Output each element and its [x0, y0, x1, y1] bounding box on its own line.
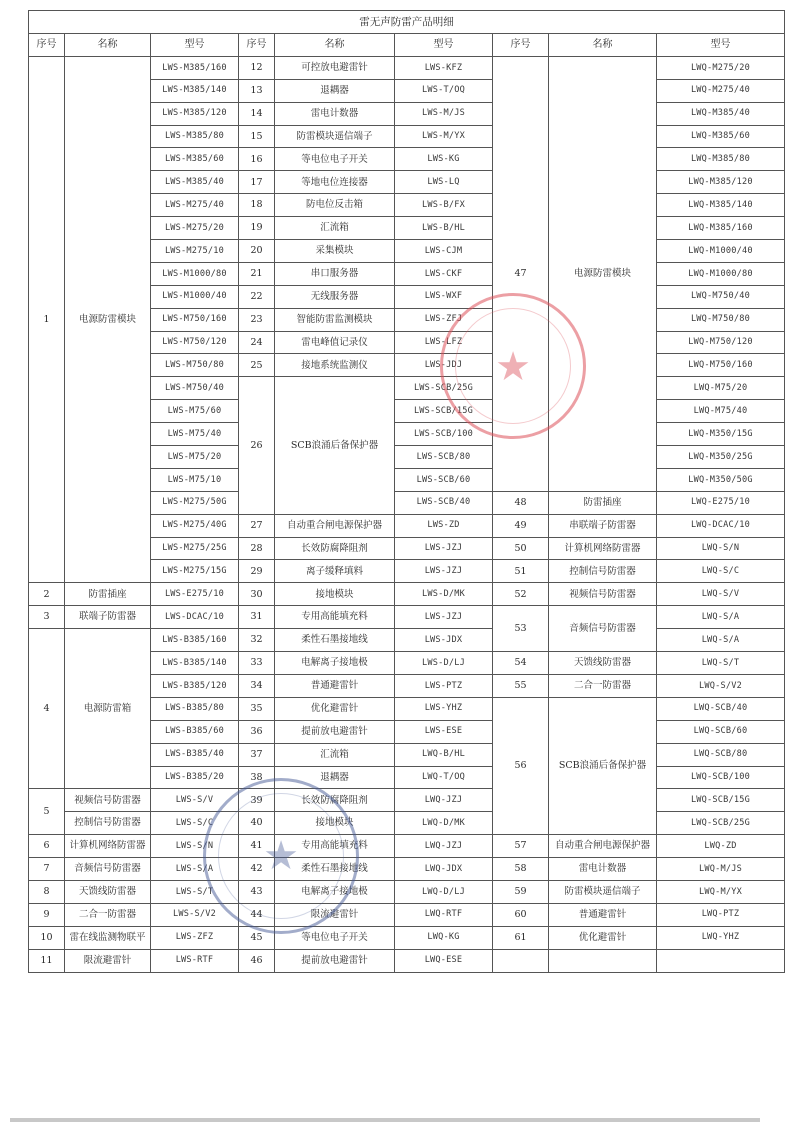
model-cell: LWQ-M350/15G	[657, 423, 785, 446]
model-cell: LWQ-M75/20	[657, 377, 785, 400]
model-cell: LWQ-M/YX	[657, 880, 785, 903]
name-cell: 电源防雷箱	[65, 629, 151, 789]
model-cell: LWQ-S/A	[657, 629, 785, 652]
table-row	[29, 812, 785, 835]
model-cell: LWS-M275/25G	[151, 537, 239, 560]
name-cell: 退耦器	[275, 79, 395, 102]
name-cell: 串联端子防雷器	[549, 514, 657, 537]
model-cell: LWQ-DCAC/10	[657, 514, 785, 537]
model-cell: LWS-M275/10	[151, 240, 239, 263]
model-cell: LWS-SCB/25G	[395, 377, 493, 400]
name-cell: 联端子防雷器	[65, 606, 151, 629]
model-cell: LWQ-ZD	[657, 835, 785, 858]
serial-cell: 4	[29, 629, 65, 789]
serial-cell: 49	[493, 514, 549, 537]
model-cell: LWS-JDX	[395, 629, 493, 652]
name-cell: 接地系统监测仪	[275, 354, 395, 377]
header-cell: 型号	[657, 34, 785, 57]
name-cell: 长效防腐降阻剂	[275, 537, 395, 560]
model-cell: LWS-B385/60	[151, 720, 239, 743]
model-cell: LWS-M75/20	[151, 446, 239, 469]
name-cell: 汇流箱	[275, 217, 395, 240]
model-cell: LWQ-M750/80	[657, 308, 785, 331]
model-cell: LWQ-D/LJ	[395, 880, 493, 903]
scan-edge-line	[10, 1118, 760, 1122]
name-cell: 专用高能填充料	[275, 606, 395, 629]
model-cell: LWS-S/V	[151, 789, 239, 812]
model-cell: LWS-B385/80	[151, 697, 239, 720]
model-cell: LWQ-M1000/80	[657, 262, 785, 285]
model-cell: LWQ-M350/25G	[657, 446, 785, 469]
header-cell: 名称	[65, 34, 151, 57]
serial-cell: 61	[493, 926, 549, 949]
name-cell: 防雷插座	[65, 583, 151, 606]
model-cell: LWS-B/FX	[395, 194, 493, 217]
model-cell: LWS-DCAC/10	[151, 606, 239, 629]
model-cell: LWS-M/YX	[395, 125, 493, 148]
header-cell: 序号	[239, 34, 275, 57]
name-cell: 智能防雷监测模块	[275, 308, 395, 331]
name-cell: 控制信号防雷器	[549, 560, 657, 583]
name-cell: SCB浪涌后备保护器	[275, 377, 395, 514]
model-cell: LWQ-KG	[395, 926, 493, 949]
serial-cell: 56	[493, 697, 549, 834]
model-cell: LWS-M275/15G	[151, 560, 239, 583]
model-cell: LWS-M385/160	[151, 56, 239, 79]
model-cell: LWS-M385/140	[151, 79, 239, 102]
name-cell: 电源防雷模块	[65, 56, 151, 582]
serial-cell: 27	[239, 514, 275, 537]
table-row	[29, 880, 785, 903]
serial-cell: 12	[239, 56, 275, 79]
serial-cell: 5	[29, 789, 65, 835]
name-cell: 雷电计数器	[275, 102, 395, 125]
model-cell: LWS-SCB/15G	[395, 400, 493, 423]
table-row	[29, 789, 785, 812]
name-cell: 普通避雷针	[275, 674, 395, 697]
model-cell: LWQ-JZJ	[395, 789, 493, 812]
serial-cell: 33	[239, 652, 275, 675]
name-cell: 天馈线防雷器	[65, 880, 151, 903]
model-cell: LWQ-M385/40	[657, 102, 785, 125]
document-sheet	[28, 10, 784, 973]
model-cell: LWQ-M750/40	[657, 285, 785, 308]
model-cell: LWS-D/MK	[395, 583, 493, 606]
name-cell: 普通避雷针	[549, 903, 657, 926]
serial-cell: 30	[239, 583, 275, 606]
serial-cell: 26	[239, 377, 275, 514]
model-cell: LWS-JZJ	[395, 560, 493, 583]
name-cell: 二合一防雷器	[549, 674, 657, 697]
header-cell: 名称	[549, 34, 657, 57]
model-cell: LWS-JZJ	[395, 537, 493, 560]
model-cell: LWQ-D/MK	[395, 812, 493, 835]
model-cell: LWS-ZD	[395, 514, 493, 537]
model-cell: LWQ-SCB/80	[657, 743, 785, 766]
table-row	[29, 903, 785, 926]
serial-cell: 58	[493, 858, 549, 881]
serial-cell: 47	[493, 56, 549, 491]
name-cell: 防雷模块遥信端子	[549, 880, 657, 903]
model-cell: LWS-M385/60	[151, 148, 239, 171]
model-cell: LWS-S/C	[151, 812, 239, 835]
serial-cell: 25	[239, 354, 275, 377]
model-cell: LWS-E275/10	[151, 583, 239, 606]
model-cell: LWS-ZFJ	[395, 308, 493, 331]
model-cell: LWQ-M750/160	[657, 354, 785, 377]
model-cell: LWS-B385/160	[151, 629, 239, 652]
serial-cell: 41	[239, 835, 275, 858]
serial-cell: 45	[239, 926, 275, 949]
model-cell: LWQ-YHZ	[657, 926, 785, 949]
serial-cell: 48	[493, 491, 549, 514]
model-cell: LWQ-JZJ	[395, 835, 493, 858]
serial-cell: 3	[29, 606, 65, 629]
model-cell: LWS-M75/40	[151, 423, 239, 446]
model-cell: LWS-M750/40	[151, 377, 239, 400]
model-cell: LWS-S/A	[151, 858, 239, 881]
name-cell: SCB浪涌后备保护器	[549, 697, 657, 834]
model-cell: LWS-JDJ	[395, 354, 493, 377]
serial-cell: 59	[493, 880, 549, 903]
header-cell: 序号	[29, 34, 65, 57]
serial-cell: 22	[239, 285, 275, 308]
serial-cell: 35	[239, 697, 275, 720]
name-cell: 电源防雷模块	[549, 56, 657, 491]
name-cell: 电解离子接地极	[275, 880, 395, 903]
serial-cell: 17	[239, 171, 275, 194]
name-cell: 音频信号防雷器	[549, 606, 657, 652]
table-row	[29, 949, 785, 972]
name-cell: 等电位电子开关	[275, 148, 395, 171]
header-cell: 序号	[493, 34, 549, 57]
serial-cell: 55	[493, 674, 549, 697]
name-cell: 雷在线监测物联平	[65, 926, 151, 949]
model-cell: LWQ-JDX	[395, 858, 493, 881]
model-cell: LWS-SCB/100	[395, 423, 493, 446]
serial-cell: 51	[493, 560, 549, 583]
serial-cell: 34	[239, 674, 275, 697]
serial-cell: 15	[239, 125, 275, 148]
model-cell: LWS-M750/160	[151, 308, 239, 331]
name-cell: 无线服务器	[275, 285, 395, 308]
serial-cell: 23	[239, 308, 275, 331]
model-cell: LWS-M750/80	[151, 354, 239, 377]
name-cell: 优化避雷针	[275, 697, 395, 720]
model-cell: LWQ-M/JS	[657, 858, 785, 881]
model-cell: LWS-M275/20	[151, 217, 239, 240]
model-cell: LWS-JZJ	[395, 606, 493, 629]
name-cell: 视频信号防雷器	[549, 583, 657, 606]
model-cell: LWS-M385/40	[151, 171, 239, 194]
serial-cell: 38	[239, 766, 275, 789]
name-cell: 雷电峰值记录仪	[275, 331, 395, 354]
model-cell: LWQ-M275/40	[657, 79, 785, 102]
serial-cell: 46	[239, 949, 275, 972]
model-cell: LWS-ESE	[395, 720, 493, 743]
model-cell: LWS-M275/40G	[151, 514, 239, 537]
name-cell: 采集模块	[275, 240, 395, 263]
model-cell: LWQ-M350/50G	[657, 468, 785, 491]
serial-cell: 32	[239, 629, 275, 652]
table-row	[29, 583, 785, 606]
model-cell: LWS-M750/120	[151, 331, 239, 354]
model-cell: LWS-M75/60	[151, 400, 239, 423]
model-cell: LWQ-ESE	[395, 949, 493, 972]
model-cell: LWS-M1000/40	[151, 285, 239, 308]
serial-cell: 60	[493, 903, 549, 926]
model-cell: LWQ-M275/20	[657, 56, 785, 79]
model-cell: LWS-LQ	[395, 171, 493, 194]
name-cell: 柔性石墨接地线	[275, 629, 395, 652]
model-cell: LWQ-SCB/100	[657, 766, 785, 789]
model-cell: LWS-B385/140	[151, 652, 239, 675]
model-cell: LWS-KFZ	[395, 56, 493, 79]
model-cell: LWQ-S/V2	[657, 674, 785, 697]
name-cell: 离子缓释填料	[275, 560, 395, 583]
serial-cell: 2	[29, 583, 65, 606]
name-cell: 退耦器	[275, 766, 395, 789]
model-cell: LWS-B385/120	[151, 674, 239, 697]
name-cell: 等地电位连接器	[275, 171, 395, 194]
table-row	[29, 835, 785, 858]
serial-cell: 11	[29, 949, 65, 972]
model-cell: LWQ-M385/160	[657, 217, 785, 240]
name-cell: 电解离子接地极	[275, 652, 395, 675]
model-cell: LWS-WXF	[395, 285, 493, 308]
name-cell: 视频信号防雷器	[65, 789, 151, 812]
model-cell: LWS-YHZ	[395, 697, 493, 720]
name-cell: 优化避雷针	[549, 926, 657, 949]
serial-cell: 21	[239, 262, 275, 285]
model-cell: LWS-RTF	[151, 949, 239, 972]
name-cell: 汇流箱	[275, 743, 395, 766]
model-cell: LWS-B385/20	[151, 766, 239, 789]
model-cell: LWS-LFZ	[395, 331, 493, 354]
name-cell: 雷电计数器	[549, 858, 657, 881]
model-cell: LWS-CKF	[395, 262, 493, 285]
serial-cell: 40	[239, 812, 275, 835]
serial-cell: 28	[239, 537, 275, 560]
serial-cell: 10	[29, 926, 65, 949]
table-row	[29, 629, 785, 652]
model-cell: LWQ-M385/120	[657, 171, 785, 194]
model-cell: LWS-KG	[395, 148, 493, 171]
name-cell: 计算机网络防雷器	[65, 835, 151, 858]
serial-cell: 43	[239, 880, 275, 903]
serial-cell: 9	[29, 903, 65, 926]
name-cell: 控制信号防雷器	[65, 812, 151, 835]
serial-cell: 1	[29, 56, 65, 582]
model-cell: LWQ-B/HL	[395, 743, 493, 766]
serial-cell: 42	[239, 858, 275, 881]
serial-cell: 52	[493, 583, 549, 606]
model-cell: LWQ-M75/40	[657, 400, 785, 423]
name-cell: 自动重合闸电源保护器	[549, 835, 657, 858]
table-row	[29, 56, 785, 79]
model-cell	[657, 949, 785, 972]
model-cell: LWS-D/LJ	[395, 652, 493, 675]
serial-cell: 36	[239, 720, 275, 743]
model-cell: LWS-M275/40	[151, 194, 239, 217]
model-cell: LWS-M75/10	[151, 468, 239, 491]
serial-cell: 37	[239, 743, 275, 766]
name-cell: 接地模块	[275, 812, 395, 835]
model-cell: LWQ-SCB/15G	[657, 789, 785, 812]
model-cell: LWQ-S/C	[657, 560, 785, 583]
red-company-seal: ★	[440, 293, 586, 439]
name-cell: 防雷模块遥信端子	[275, 125, 395, 148]
header-cell: 型号	[151, 34, 239, 57]
serial-cell: 29	[239, 560, 275, 583]
model-cell: LWS-S/T	[151, 880, 239, 903]
model-cell: LWQ-T/OQ	[395, 766, 493, 789]
model-cell: LWS-ZFZ	[151, 926, 239, 949]
model-cell: LWS-B385/40	[151, 743, 239, 766]
name-cell: 串口服务器	[275, 262, 395, 285]
name-cell: 长效防腐降阻剂	[275, 789, 395, 812]
serial-cell: 54	[493, 652, 549, 675]
name-cell: 二合一防雷器	[65, 903, 151, 926]
model-cell: LWQ-M750/120	[657, 331, 785, 354]
blue-company-seal: ★	[203, 778, 359, 934]
model-cell: LWQ-M385/80	[657, 148, 785, 171]
model-cell: LWS-CJM	[395, 240, 493, 263]
table-row	[29, 606, 785, 629]
model-cell: LWQ-S/V	[657, 583, 785, 606]
model-cell: LWS-T/OQ	[395, 79, 493, 102]
model-cell: LWS-M385/120	[151, 102, 239, 125]
model-cell: LWQ-M1000/40	[657, 240, 785, 263]
serial-cell: 39	[239, 789, 275, 812]
name-cell: 限流避雷针	[65, 949, 151, 972]
model-cell: LWQ-SCB/25G	[657, 812, 785, 835]
model-cell: LWS-PTZ	[395, 674, 493, 697]
model-cell: LWQ-M385/60	[657, 125, 785, 148]
serial-cell: 31	[239, 606, 275, 629]
name-cell: 防雷插座	[549, 491, 657, 514]
serial-cell: 16	[239, 148, 275, 171]
model-cell: LWS-SCB/60	[395, 468, 493, 491]
model-cell: LWQ-PTZ	[657, 903, 785, 926]
model-cell: LWS-SCB/80	[395, 446, 493, 469]
model-cell: LWS-S/N	[151, 835, 239, 858]
serial-cell: 57	[493, 835, 549, 858]
name-cell: 计算机网络防雷器	[549, 537, 657, 560]
serial-cell: 7	[29, 858, 65, 881]
table-row	[29, 926, 785, 949]
name-cell	[549, 949, 657, 972]
model-cell: LWQ-RTF	[395, 903, 493, 926]
model-cell: LWQ-SCB/40	[657, 697, 785, 720]
serial-cell: 20	[239, 240, 275, 263]
name-cell: 等电位电子开关	[275, 926, 395, 949]
serial-cell: 13	[239, 79, 275, 102]
table-row	[29, 858, 785, 881]
model-cell: LWQ-SCB/60	[657, 720, 785, 743]
model-cell: LWS-S/V2	[151, 903, 239, 926]
name-cell: 提前放电避雷针	[275, 720, 395, 743]
name-cell: 限流避雷针	[275, 903, 395, 926]
model-cell: LWQ-S/T	[657, 652, 785, 675]
model-cell: LWQ-S/N	[657, 537, 785, 560]
model-cell: LWS-SCB/40	[395, 491, 493, 514]
name-cell: 天馈线防雷器	[549, 652, 657, 675]
serial-cell: 19	[239, 217, 275, 240]
model-cell: LWQ-E275/10	[657, 491, 785, 514]
name-cell: 音频信号防雷器	[65, 858, 151, 881]
name-cell: 自动重合闸电源保护器	[275, 514, 395, 537]
serial-cell: 8	[29, 880, 65, 903]
header-cell: 名称	[275, 34, 395, 57]
model-cell: LWS-M1000/80	[151, 262, 239, 285]
serial-cell: 24	[239, 331, 275, 354]
serial-cell: 50	[493, 537, 549, 560]
model-cell: LWS-M275/50G	[151, 491, 239, 514]
serial-cell	[493, 949, 549, 972]
product-table	[28, 10, 785, 973]
serial-cell: 18	[239, 194, 275, 217]
model-cell: LWS-M385/80	[151, 125, 239, 148]
serial-cell: 14	[239, 102, 275, 125]
table-title: 雷无声防雷产品明细	[29, 11, 785, 34]
name-cell: 接地模块	[275, 583, 395, 606]
model-cell: LWS-B/HL	[395, 217, 493, 240]
header-cell: 型号	[395, 34, 493, 57]
serial-cell: 44	[239, 903, 275, 926]
model-cell: LWS-M/JS	[395, 102, 493, 125]
serial-cell: 53	[493, 606, 549, 652]
model-cell: LWQ-M385/140	[657, 194, 785, 217]
table-body	[29, 56, 785, 972]
name-cell: 提前放电避雷针	[275, 949, 395, 972]
model-cell: LWQ-S/A	[657, 606, 785, 629]
name-cell: 柔性石墨接地线	[275, 858, 395, 881]
serial-cell: 6	[29, 835, 65, 858]
name-cell: 可控放电避雷针	[275, 56, 395, 79]
name-cell: 防电位反击箱	[275, 194, 395, 217]
header-row	[29, 34, 785, 57]
name-cell: 专用高能填充料	[275, 835, 395, 858]
